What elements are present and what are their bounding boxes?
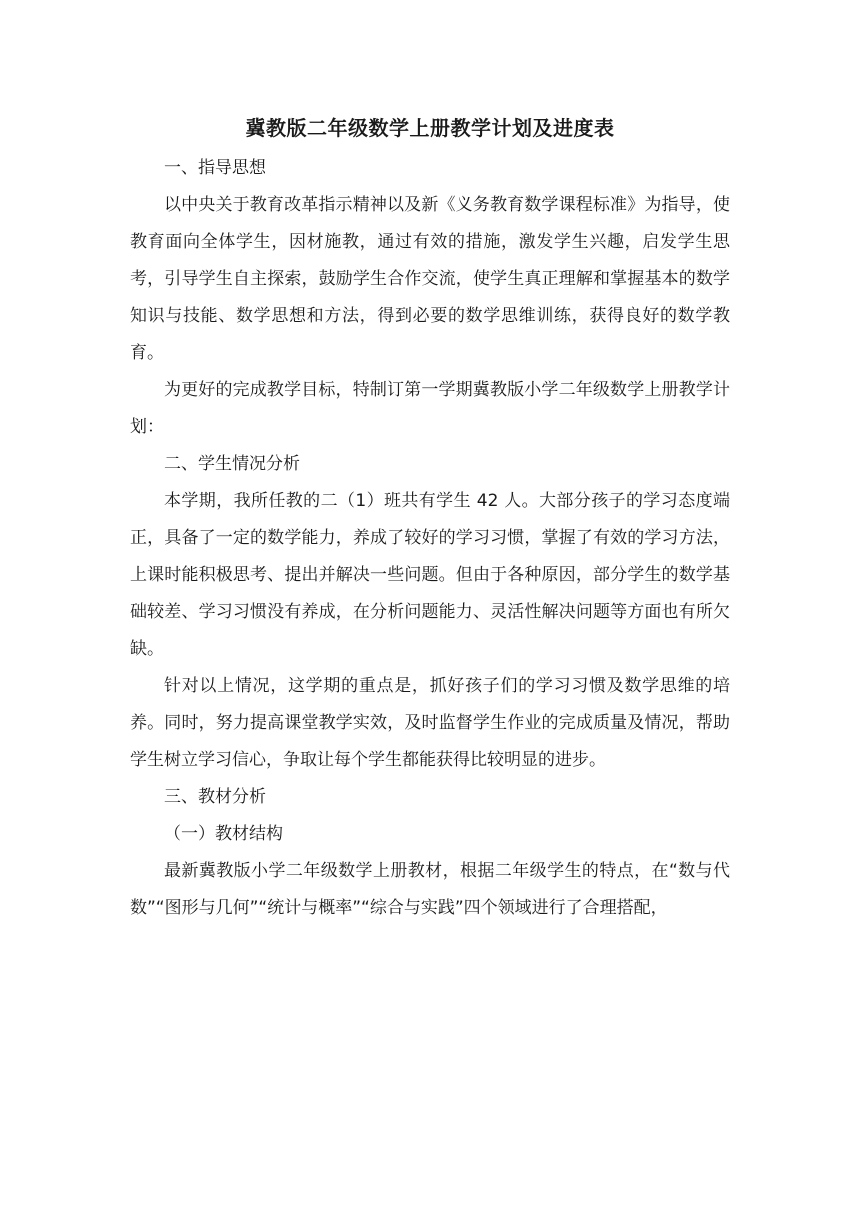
- paragraph-textbook-structure: 最新冀教版小学二年级数学上册教材，根据二年级学生的特点，在“数与代数”“图形与几何”“统计与概率”“综合与实践”四个领域进行了合理搭配，: [130, 861, 730, 918]
- section-heading-textbook-analysis: 三、教材分析: [164, 787, 266, 807]
- document-page: [130, 112, 730, 927]
- subsection-heading-textbook-structure: （一）教材结构: [164, 824, 283, 844]
- paragraph-plan-intro: 为更好的完成教学目标，特制订第一学期冀教版小学二年级数学上册教学计划：: [130, 380, 730, 437]
- paragraph-semester-focus: 针对以上情况，这学期的重点是，抓好孩子们的学习习惯及数学思维的培养。同时，努力提高课堂教学实效，及时监督学生作业的完成质量及情况，帮助学生树立学习信心，争取让每个学生都能获得比较明显的进步。: [130, 676, 730, 770]
- paragraph-student-situation: 本学期，我所任教的二（1）班共有学生 42 人。大部分孩子的学习态度端正，具备了一定的数学能力，养成了较好的学习习惯，掌握了有效的学习方法，上课时能积极思考、提出并解决一些问题。但由于各种原因，部分学生的数学基础较差、学习习惯没有养成，在分析问题能力、灵活性解决问题等方面也有所欠缺。: [130, 491, 730, 659]
- section-heading-student-analysis: 二、学生情况分析: [164, 454, 300, 474]
- paragraph-guiding-thought: 以中央关于教育改革指示精神以及新《义务教育数学课程标准》为指导，使教育面向全体学生，因材施教，通过有效的措施，激发学生兴趣，启发学生思考，引导学生自主探索，鼓励学生合作交流，使学生真正理解和掌握基本的数学知识与技能、数学思想和方法，得到必要的数学思维训练，获得良好的数学教育。: [130, 195, 730, 363]
- document-title: 冀教版二年级数学上册教学计划及进度表: [245, 116, 615, 140]
- section-heading-guiding-thought: 一、指导思想: [164, 158, 266, 178]
